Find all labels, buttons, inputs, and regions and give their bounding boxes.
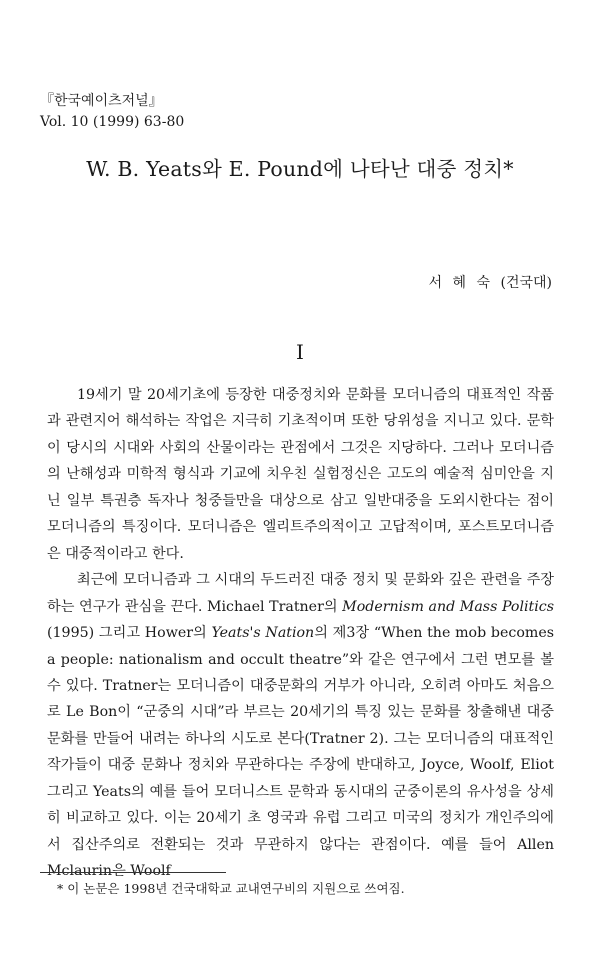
footnote-divider: [40, 872, 226, 873]
journal-volume: Vol. 10 (1999) 63-80: [40, 114, 185, 130]
footnote: * 이 논문은 1998년 건국대학교 교내연구비의 지원으로 쓰여짐.: [57, 881, 405, 896]
paragraph-2-part1: 최근에 모더니즘과 그 시대의 두드러진 대중 정치 및 문화와 깊은 관련을 주장하는 연구가 관심을 끈다. Michael Tratner의: [47, 572, 554, 615]
paragraph-1: 19세기 말 20세기초에 등장한 대중정치와 문화를 모더니즘의 대표적인 작품과 관련지어 해석하는 작업은 지극히 기초적이며 또한 당위성을 지니고 있다. 문학이 당시의 시대와 사회의 산물이라는 관점에서 그것은 지당하다. 그러나 모더니즘의 난해성과 미학적 형식과 기교에 치우친 실험정신은 고도의 예술적 심미안을 지닌 일부 특권층 독자나 청중들만을 대상으로 삼고 일반대중을 도외시한다는 점이 모더니즘의 특징이다. 모더니즘은 엘리트주의적이고 고답적이며, 포스트모더니즘은 대중적이라고 한다.: [47, 387, 554, 562]
paper-title: W. B. Yeats와 E. Pound에 나타난 대중 정치*: [86, 157, 514, 181]
book-title-modernism: Modernism and Mass Politics: [342, 598, 555, 615]
section-heading: I: [296, 340, 304, 364]
body-text: [47, 382, 554, 885]
author-line: 서 혜 숙 (건국대): [428, 275, 552, 291]
journal-header: [40, 91, 184, 133]
paragraph-2-part3: 의 제3장 “When the mob becomes a people: nationalism and occult theatre”와 같은 연구에서 그런 면모를 볼 수 있다. Tratner는 모더니즘이 대중문화의 거부가 아니라, 오히려 아마도 처음으로 Le Bon이 “군중의 시대”라 부르는 20세기의 특징 있는 문화를 창출해낸 대중문화를 만들어 내려는 하나의 시도로 본다(Tratner 2). 그는 모더니즘의 대표적인 작가들이 대중 문화나 정치와 무관하다는 주장에 반대하고, Joyce, Woolf, Eliot 그리고 Yeats의 예를 들어 모더니스트 문학과 동시대의 군중이론의 유사성을 상세히 비교하고 있다. 이는 20세기 초 영국과 유럽 그리고 미국의 정치가 개인주의에서 집산주의로 전환되는 것과 무관하지 않다는 관점이다. 예를 들어 Allen Mclaurin은 Woolf: [47, 625, 555, 880]
paragraph-2-part2: (1995) 그리고 Hower의: [47, 625, 212, 642]
paragraph-2: [47, 567, 554, 884]
journal-name: 『한국예이츠저널』: [40, 93, 163, 109]
book-title-yeats-nation: Yeats's Nation: [211, 625, 315, 642]
